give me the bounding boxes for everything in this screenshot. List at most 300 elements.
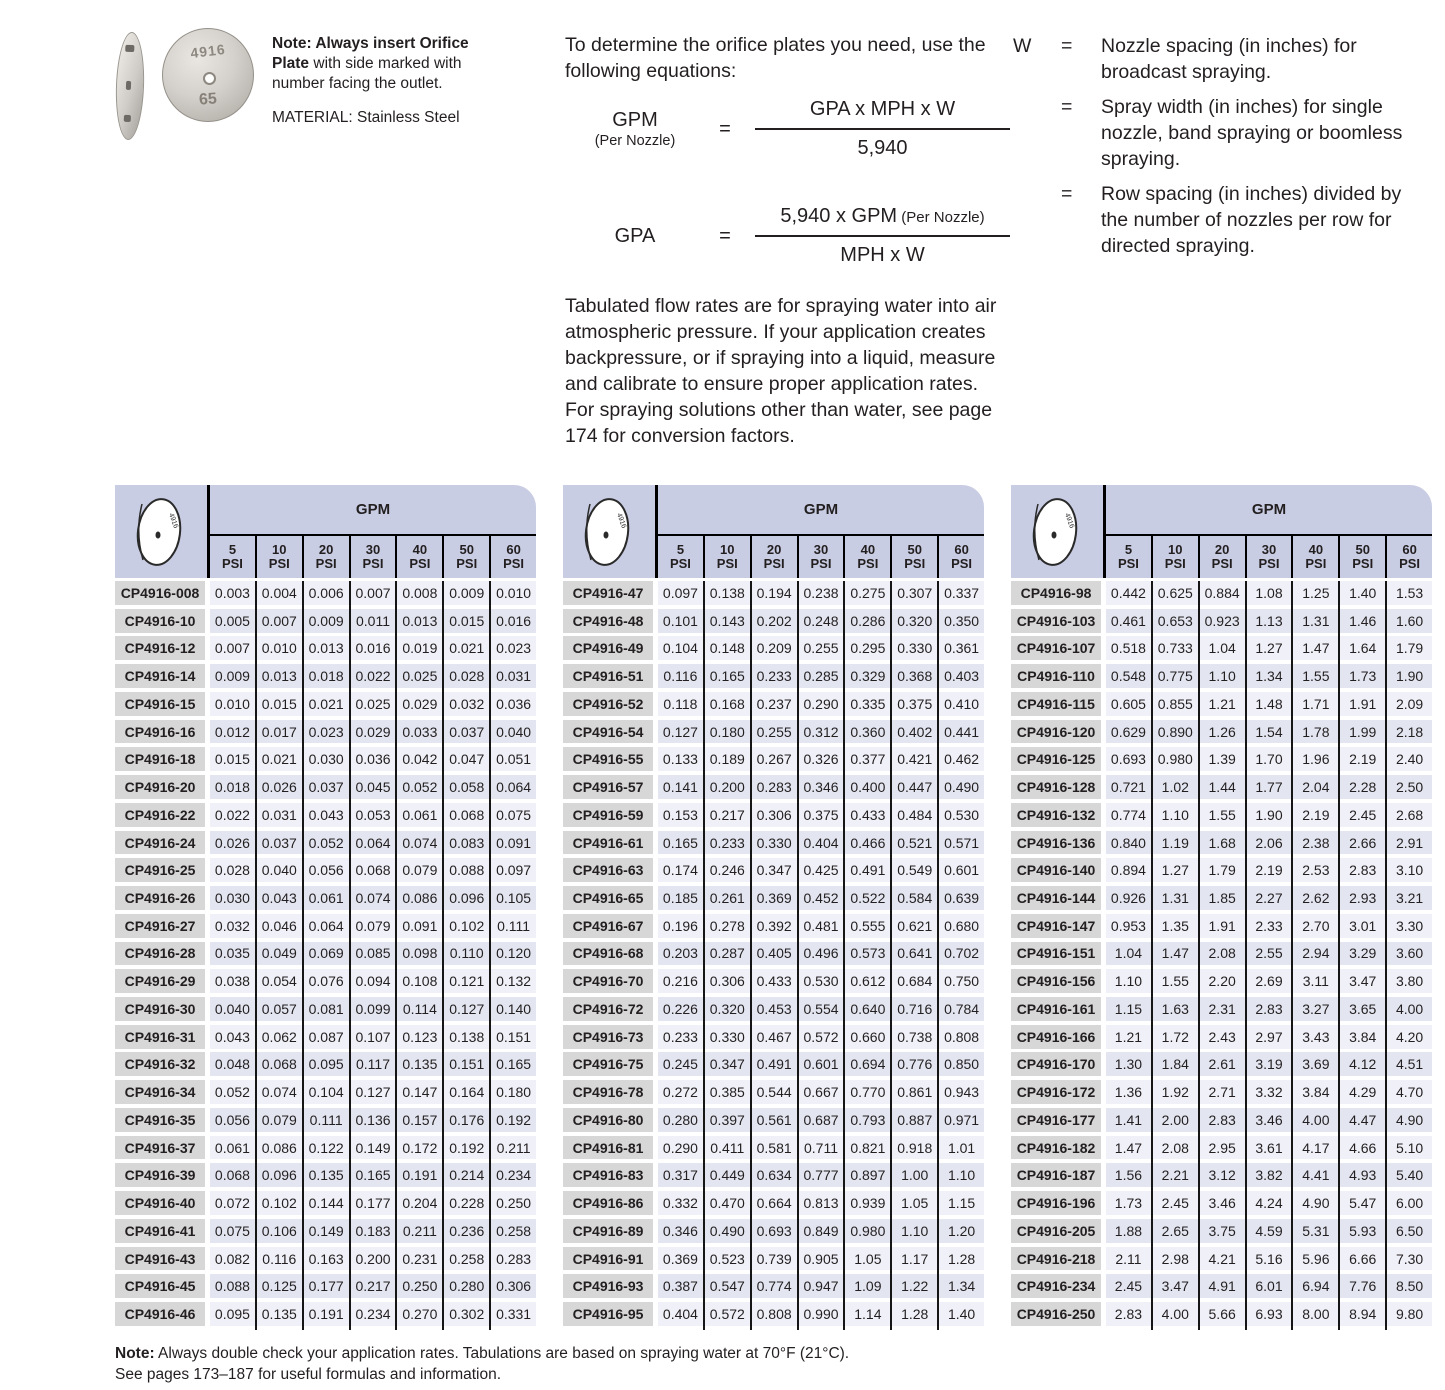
gpm-value-cell: 0.022 <box>210 803 255 827</box>
gpm-value-cell: 0.072 <box>210 1191 255 1215</box>
gpm-value-cell: 2.11 <box>1106 1247 1151 1271</box>
gpm-value-cell: 4.12 <box>1340 1052 1385 1076</box>
gpm-value-cell: 3.11 <box>1293 969 1338 993</box>
gpm-value-cell: 4.00 <box>1293 1108 1338 1132</box>
gpm-value-cell: 0.097 <box>658 581 703 605</box>
gpm-value-cell: 1.84 <box>1153 1052 1198 1076</box>
gpm-value-cell: 1.90 <box>1247 803 1292 827</box>
gpm-value-cell: 1.77 <box>1247 775 1292 799</box>
gpm-value-cell: 0.330 <box>752 831 797 855</box>
gpm-value-cell: 0.037 <box>304 775 349 799</box>
label-column <box>563 581 658 1330</box>
gpm-value-cell: 0.350 <box>939 609 984 633</box>
gpm-value-cell: 2.04 <box>1293 775 1338 799</box>
gpm-value-cell: 0.140 <box>491 997 536 1021</box>
gpm-value-cell: 0.905 <box>799 1247 844 1271</box>
gpm-value-cell: 1.10 <box>1106 969 1151 993</box>
psi-header-cell <box>1245 536 1292 578</box>
footer-line1 <box>115 1343 1015 1364</box>
gpm-value-cell: 0.006 <box>304 581 349 605</box>
gpm-value-cell: 0.118 <box>658 692 703 716</box>
gpm-value-cell: 1.53 <box>1387 581 1432 605</box>
gpm-value-cell: 0.074 <box>257 1080 302 1104</box>
gpm-value-cell: 0.196 <box>658 914 703 938</box>
table-header-right <box>1106 485 1432 578</box>
row-label: CP4916-35 <box>115 1108 205 1132</box>
gpm-value-cell: 2.61 <box>1200 1052 1245 1076</box>
gpm-value-cell: 0.306 <box>752 803 797 827</box>
psi-value: 10 <box>720 541 735 557</box>
gpm-value-cell: 0.043 <box>304 803 349 827</box>
gpm-value-cell: 0.010 <box>491 581 536 605</box>
gpm-value-cell: 3.10 <box>1387 858 1432 882</box>
psi-header-cell <box>797 536 844 578</box>
row-label: CP4916-43 <box>115 1247 205 1271</box>
gpm-value-cell: 0.029 <box>351 720 396 744</box>
row-label: CP4916-89 <box>563 1219 653 1243</box>
gpm-value-cell: 2.28 <box>1340 775 1385 799</box>
gpm-value-cell: 0.217 <box>705 803 750 827</box>
gpm-column-group-header: GPM <box>1106 485 1432 536</box>
gpm-value-cell: 1.10 <box>939 1163 984 1187</box>
gpm-value-cell: 0.258 <box>444 1247 489 1271</box>
gpm-value-cell: 4.70 <box>1387 1080 1432 1104</box>
gpm-value-cell: 0.335 <box>845 692 890 716</box>
gpm-value-cell: 0.018 <box>304 664 349 688</box>
psi-unit: PSI <box>810 556 832 571</box>
gpm-value-cell: 2.09 <box>1387 692 1432 716</box>
insert-note <box>272 34 510 128</box>
gpm-value-cell: 0.127 <box>658 720 703 744</box>
psi-unit: PSI <box>857 556 879 571</box>
gpm-value-cell: 3.21 <box>1387 886 1432 910</box>
footer-line1-text: Always double check your application rates. Tabulations are based on spraying water at 70°F (21°C). <box>154 1345 850 1362</box>
gpm-value-cell: 0.064 <box>304 914 349 938</box>
gpm-value-cell: 1.55 <box>1153 969 1198 993</box>
gpm-value-cell: 0.102 <box>257 1191 302 1215</box>
psi-header-cell <box>1198 536 1245 578</box>
gpm-value-cell: 1.20 <box>939 1219 984 1243</box>
gpm-value-cell: 0.165 <box>705 664 750 688</box>
gpm-value-cell: 3.12 <box>1200 1163 1245 1187</box>
gpm-value-cell: 2.21 <box>1153 1163 1198 1187</box>
gpm-value-cell: 1.17 <box>892 1247 937 1271</box>
row-label: CP4916-31 <box>115 1025 205 1049</box>
flow-note-paragraph: Tabulated flow rates are for spraying water into air atmospheric pressure. If your application creates backpressure, or if spraying into a liquid, measure and calibrate to ensure proper application rates. For spraying solutions other than water, see page 174 for conversion factors. <box>565 295 997 447</box>
row-label: CP4916-68 <box>563 942 653 966</box>
gpm-value-cell: 1.34 <box>1247 664 1292 688</box>
gpm-value-cell: 0.702 <box>939 942 984 966</box>
gpm-value-cell: 4.90 <box>1387 1108 1432 1132</box>
gpm-value-cell: 0.058 <box>444 775 489 799</box>
gpm-value-cell: 1.55 <box>1293 664 1338 688</box>
gpm-value-cell: 0.404 <box>658 1302 703 1326</box>
gpa-numerator-small: (Per Nozzle) <box>897 209 985 226</box>
gpm-value-cell: 0.079 <box>257 1108 302 1132</box>
gpm-value-cell: 9.80 <box>1387 1302 1432 1326</box>
plate-size-label: 65 <box>198 90 218 109</box>
orifice-plate-icon <box>1021 492 1093 572</box>
gpm-value-cell: 0.484 <box>892 803 937 827</box>
psi-value: 5 <box>1124 541 1133 557</box>
psi-header-cell <box>489 536 536 578</box>
psi-unit: PSI <box>1211 556 1233 571</box>
equals-sign: = <box>719 117 731 140</box>
gpm-value-cell: 0.086 <box>257 1136 302 1160</box>
gpm-value-cell: 0.605 <box>1106 692 1151 716</box>
gpm-value-cell: 0.076 <box>304 969 349 993</box>
psi-value: 10 <box>272 541 287 557</box>
gpm-value-cell: 0.330 <box>705 1025 750 1049</box>
gpm-value-cell: 1.05 <box>892 1191 937 1215</box>
orifice-plate-photo-side <box>114 32 146 141</box>
gpm-value-cell: 1.14 <box>845 1302 890 1326</box>
psi-header-cell <box>1151 536 1198 578</box>
psi-header-cell <box>1385 536 1432 578</box>
gpm-value-cell: 0.104 <box>304 1080 349 1104</box>
gpm-value-cell: 0.008 <box>397 581 442 605</box>
gpm-value-cell: 0.028 <box>444 664 489 688</box>
gpm-value-cell: 0.739 <box>752 1247 797 1271</box>
row-label: CP4916-187 <box>1011 1163 1101 1187</box>
gpm-value-cell: 2.20 <box>1200 969 1245 993</box>
psi-value: 60 <box>954 541 969 557</box>
gpm-value-cell: 0.068 <box>444 803 489 827</box>
row-label: CP4916-80 <box>563 1108 653 1132</box>
gpm-value-cell: 0.037 <box>257 831 302 855</box>
gpm-value-cell: 0.135 <box>304 1163 349 1187</box>
gpm-value-cell: 0.003 <box>210 581 255 605</box>
psi-value: 5 <box>676 541 685 557</box>
gpm-value-cell: 0.306 <box>705 969 750 993</box>
psi-unit: PSI <box>456 556 478 571</box>
gpm-value-cell: 0.025 <box>397 664 442 688</box>
gpm-value-cell: 0.918 <box>892 1136 937 1160</box>
row-label: CP4916-40 <box>115 1191 205 1215</box>
gpm-value-cell: 1.00 <box>892 1163 937 1187</box>
gpm-value-cell: 5.66 <box>1200 1302 1245 1326</box>
gpm-value-cell: 0.132 <box>491 969 536 993</box>
gpm-value-cell: 0.012 <box>210 720 255 744</box>
gpm-value-cell: 0.057 <box>257 997 302 1021</box>
gpm-value-cell: 0.331 <box>491 1302 536 1326</box>
gpm-value-cell: 0.135 <box>257 1302 302 1326</box>
flow-table-2 <box>563 485 984 1330</box>
gpm-value-cell: 0.433 <box>752 969 797 993</box>
psi-data-column <box>1198 581 1245 1330</box>
gpm-value-cell: 0.191 <box>397 1163 442 1187</box>
gpm-value-cell: 0.031 <box>257 803 302 827</box>
gpm-value-cell: 3.84 <box>1293 1080 1338 1104</box>
gpm-value-cell: 6.93 <box>1247 1302 1292 1326</box>
row-label: CP4916-234 <box>1011 1274 1101 1298</box>
gpm-value-cell: 0.402 <box>892 720 937 744</box>
row-label: CP4916-30 <box>115 997 205 1021</box>
gpm-value-cell: 0.410 <box>939 692 984 716</box>
gpm-value-cell: 0.680 <box>939 914 984 938</box>
row-label: CP4916-132 <box>1011 803 1101 827</box>
gpm-value-cell: 0.461 <box>1106 609 1151 633</box>
psi-header-cell <box>255 536 302 578</box>
gpm-value-cell: 0.849 <box>799 1219 844 1243</box>
gpm-value-cell: 0.010 <box>257 636 302 660</box>
gpm-value-cell: 0.214 <box>444 1163 489 1187</box>
gpa-equation-lhs <box>575 225 695 248</box>
gpm-value-cell: 0.612 <box>845 969 890 993</box>
plate-marking <box>124 115 131 122</box>
gpm-value-cell: 5.93 <box>1340 1219 1385 1243</box>
gpm-value-cell: 0.037 <box>444 720 489 744</box>
gpm-value-cell: 0.165 <box>658 831 703 855</box>
gpm-value-cell: 4.91 <box>1200 1274 1245 1298</box>
gpm-value-cell: 0.096 <box>444 886 489 910</box>
row-label: CP4916-107 <box>1011 636 1101 660</box>
gpm-value-cell: 0.894 <box>1106 858 1151 882</box>
gpm-value-cell: 1.46 <box>1340 609 1385 633</box>
row-label: CP4916-136 <box>1011 831 1101 855</box>
psi-value: 20 <box>1214 541 1230 557</box>
w-symbol-blank <box>1013 181 1061 259</box>
gpm-value-cell: 0.153 <box>658 803 703 827</box>
table-body <box>115 581 536 1330</box>
gpm-value-cell: 0.194 <box>752 581 797 605</box>
gpm-value-cell: 0.200 <box>705 775 750 799</box>
gpm-value-cell: 0.062 <box>257 1025 302 1049</box>
psi-header-cell <box>1106 536 1151 578</box>
gpm-value-cell: 2.68 <box>1387 803 1432 827</box>
row-label: CP4916-37 <box>115 1136 205 1160</box>
insert-note-rest: with side marked with number facing the outlet. <box>272 55 462 92</box>
gpm-value-cell: 0.733 <box>1153 636 1198 660</box>
gpm-value-cell: 0.317 <box>658 1163 703 1187</box>
row-label: CP4916-16 <box>115 720 205 744</box>
gpm-value-cell: 1.96 <box>1293 747 1338 771</box>
psi-data-column <box>255 581 302 1330</box>
gpm-value-cell: 0.375 <box>892 692 937 716</box>
gpm-value-cell: 0.013 <box>257 664 302 688</box>
gpm-value-cell: 0.009 <box>210 664 255 688</box>
gpm-value-cell: 1.13 <box>1247 609 1292 633</box>
gpm-value-cell: 0.204 <box>397 1191 442 1215</box>
psi-header-row <box>658 536 984 578</box>
gpm-value-cell: 1.91 <box>1200 914 1245 938</box>
psi-value: 30 <box>365 541 381 557</box>
gpm-value-cell: 0.202 <box>752 609 797 633</box>
gpa-numerator-main: 5,940 x GPM <box>780 205 898 227</box>
psi-value: 30 <box>1261 541 1277 557</box>
gpm-column-group-header: GPM <box>658 485 984 536</box>
gpm-value-cell: 0.200 <box>351 1247 396 1271</box>
gpm-value-cell: 0.302 <box>444 1302 489 1326</box>
gpm-value-cell: 2.70 <box>1293 914 1338 938</box>
gpm-value-cell: 3.46 <box>1247 1108 1292 1132</box>
gpm-value-cell: 0.095 <box>304 1052 349 1076</box>
row-label: CP4916-110 <box>1011 664 1101 688</box>
gpm-per-nozzle-label: (Per Nozzle) <box>594 133 676 149</box>
gpm-value-cell: 0.046 <box>257 914 302 938</box>
flow-table-1 <box>115 485 536 1330</box>
gpm-value-cell: 0.004 <box>257 581 302 605</box>
row-label: CP4916-120 <box>1011 720 1101 744</box>
gpm-value-cell: 0.237 <box>752 692 797 716</box>
gpm-value-cell: 0.392 <box>752 914 797 938</box>
row-label: CP4916-14 <box>115 664 205 688</box>
gpm-value-cell: 1.21 <box>1200 692 1245 716</box>
gpm-value-cell: 0.320 <box>705 997 750 1021</box>
gpm-value-cell: 3.75 <box>1200 1219 1245 1243</box>
row-label: CP4916-72 <box>563 997 653 1021</box>
gpm-value-cell: 0.168 <box>705 692 750 716</box>
gpm-value-cell: 0.026 <box>210 831 255 855</box>
gpm-value-cell: 0.056 <box>210 1108 255 1132</box>
gpm-value-cell: 0.522 <box>845 886 890 910</box>
row-label: CP4916-25 <box>115 858 205 882</box>
psi-unit: PSI <box>221 556 243 571</box>
psi-header-cell <box>302 536 349 578</box>
intro-text: To determine the orifice plates you need, use the following equations: <box>565 34 986 82</box>
gpm-value-cell: 1.44 <box>1200 775 1245 799</box>
gpm-value-cell: 0.462 <box>939 747 984 771</box>
psi-unit: PSI <box>1164 556 1186 571</box>
gpm-value-cell: 0.052 <box>304 831 349 855</box>
row-label: CP4916-81 <box>563 1136 653 1160</box>
gpm-value-cell: 0.449 <box>705 1163 750 1187</box>
gpm-value-cell: 8.50 <box>1387 1274 1432 1298</box>
psi-unit: PSI <box>362 556 384 571</box>
psi-unit: PSI <box>268 556 290 571</box>
gpm-value-cell: 0.639 <box>939 886 984 910</box>
gpm-value-cell: 0.923 <box>1200 609 1245 633</box>
row-label: CP4916-008 <box>115 581 205 605</box>
gpm-value-cell: 7.76 <box>1340 1274 1385 1298</box>
psi-header-cell <box>1338 536 1385 578</box>
row-label: CP4916-34 <box>115 1080 205 1104</box>
material-note: MATERIAL: Stainless Steel <box>272 109 460 126</box>
gpm-value-cell: 1.68 <box>1200 831 1245 855</box>
gpm-value-cell: 1.10 <box>892 1219 937 1243</box>
gpm-value-cell: 0.555 <box>845 914 890 938</box>
psi-value: 40 <box>412 541 428 557</box>
gpm-value-cell: 0.245 <box>658 1052 703 1076</box>
psi-header-cell <box>210 536 255 578</box>
gpm-value-cell: 1.08 <box>1247 581 1292 605</box>
psi-header-cell <box>442 536 489 578</box>
gpm-value-cell: 0.275 <box>845 581 890 605</box>
gpm-value-cell: 0.947 <box>799 1274 844 1298</box>
gpm-value-cell: 0.061 <box>304 886 349 910</box>
gpm-value-cell: 0.943 <box>939 1080 984 1104</box>
footer-note <box>115 1343 1015 1385</box>
w-definition-row <box>1013 33 1413 85</box>
gpm-value-cell: 1.04 <box>1200 636 1245 660</box>
gpm-value-cell: 0.136 <box>351 1108 396 1132</box>
psi-header-cell <box>349 536 396 578</box>
gpm-value-cell: 0.082 <box>210 1247 255 1271</box>
gpm-value-cell: 0.425 <box>799 858 844 882</box>
gpm-value-cell: 0.246 <box>705 858 750 882</box>
gpm-value-cell: 0.107 <box>351 1025 396 1049</box>
psi-data-column <box>489 581 536 1330</box>
gpm-value-cell: 0.738 <box>892 1025 937 1049</box>
gpm-value-cell: 0.157 <box>397 1108 442 1132</box>
gpm-value-cell: 2.69 <box>1247 969 1292 993</box>
gpm-value-cell: 8.00 <box>1293 1302 1338 1326</box>
gpm-value-cell: 0.926 <box>1106 886 1151 910</box>
gpm-value-cell: 0.138 <box>444 1025 489 1049</box>
gpm-value-cell: 0.064 <box>351 831 396 855</box>
gpm-value-cell: 0.466 <box>845 831 890 855</box>
gpm-value-cell: 0.774 <box>1106 803 1151 827</box>
psi-data-column <box>1385 581 1432 1330</box>
psi-value: 60 <box>1402 541 1417 557</box>
gpm-value-cell: 0.013 <box>397 609 442 633</box>
gpm-value-cell: 0.217 <box>351 1274 396 1298</box>
gpm-value-cell: 4.29 <box>1340 1080 1385 1104</box>
gpm-value-cell: 0.026 <box>257 775 302 799</box>
gpm-value-cell: 0.022 <box>351 664 396 688</box>
gpm-value-cell: 0.270 <box>397 1302 442 1326</box>
gpa-numerator <box>755 205 1010 237</box>
row-label: CP4916-18 <box>115 747 205 771</box>
gpm-value-cell: 0.467 <box>752 1025 797 1049</box>
gpm-value-cell: 2.97 <box>1247 1025 1292 1049</box>
row-label: CP4916-48 <box>563 609 653 633</box>
gpm-value-cell: 0.897 <box>845 1163 890 1187</box>
gpm-value-cell: 0.068 <box>257 1052 302 1076</box>
gpm-value-cell: 0.770 <box>845 1080 890 1104</box>
gpm-value-cell: 0.346 <box>799 775 844 799</box>
gpm-value-cell: 2.45 <box>1153 1191 1198 1215</box>
gpm-value-cell: 4.41 <box>1293 1163 1338 1187</box>
row-label: CP4916-172 <box>1011 1080 1101 1104</box>
row-label: CP4916-10 <box>115 609 205 633</box>
table-body <box>563 581 984 1330</box>
gpm-value-cell: 0.125 <box>257 1274 302 1298</box>
psi-unit: PSI <box>1399 556 1421 571</box>
gpm-value-cell: 0.368 <box>892 664 937 688</box>
gpm-value-cell: 4.17 <box>1293 1136 1338 1160</box>
gpm-value-cell: 1.91 <box>1340 692 1385 716</box>
gpm-value-cell: 1.85 <box>1200 886 1245 910</box>
gpm-value-cell: 0.149 <box>351 1136 396 1160</box>
psi-header-row <box>1106 536 1432 578</box>
gpm-value-cell: 0.813 <box>799 1191 844 1215</box>
gpm-value-cell: 2.83 <box>1106 1302 1151 1326</box>
gpm-value-cell: 0.191 <box>304 1302 349 1326</box>
gpm-value-cell: 1.15 <box>939 1191 984 1215</box>
gpm-value-cell: 5.96 <box>1293 1247 1338 1271</box>
row-label: CP4916-39 <box>115 1163 205 1187</box>
psi-value: 20 <box>318 541 334 557</box>
gpm-value-cell: 4.47 <box>1340 1108 1385 1132</box>
gpm-value-cell: 0.114 <box>397 997 442 1021</box>
gpm-value-cell: 0.028 <box>210 858 255 882</box>
row-label: CP4916-196 <box>1011 1191 1101 1215</box>
gpm-column-group-header: GPM <box>210 485 536 536</box>
gpm-value-cell: 0.036 <box>351 747 396 771</box>
gpm-value-cell: 3.43 <box>1293 1025 1338 1049</box>
gpm-value-cell: 3.65 <box>1340 997 1385 1021</box>
psi-data-column <box>1151 581 1198 1330</box>
gpm-value-cell: 0.850 <box>939 1052 984 1076</box>
table-header <box>563 485 984 578</box>
gpm-value-cell: 4.20 <box>1387 1025 1432 1049</box>
gpm-value-cell: 0.255 <box>752 720 797 744</box>
psi-unit: PSI <box>951 556 973 571</box>
gpm-value-cell: 0.052 <box>397 775 442 799</box>
gpm-value-cell: 0.211 <box>491 1136 536 1160</box>
row-label: CP4916-78 <box>563 1080 653 1104</box>
